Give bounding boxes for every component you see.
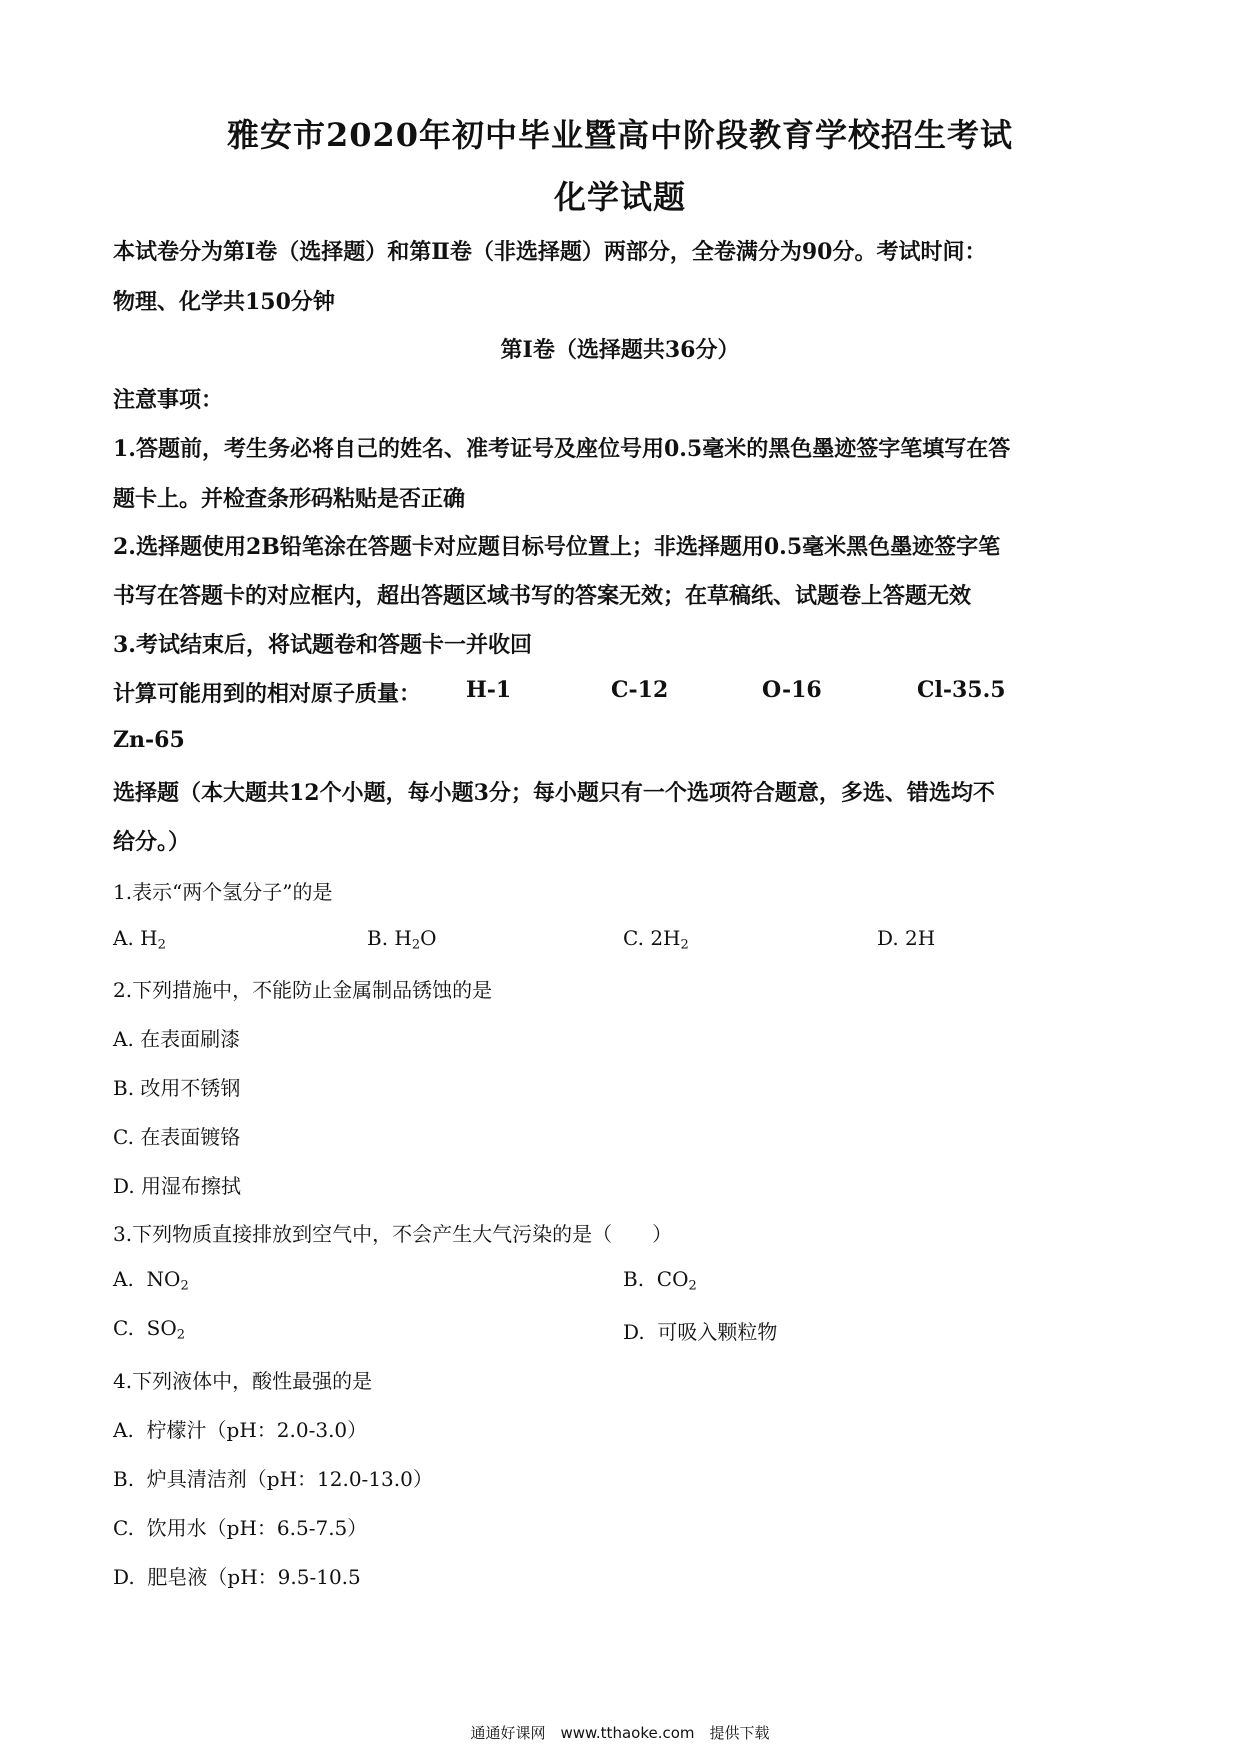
atomic-mass-value: Cl-35.5 [917, 677, 1006, 703]
atomic-mass-label: 计算可能用到的相对原子质量： [113, 681, 422, 707]
notice-heading: 注意事项： [113, 387, 224, 413]
notice-item: 题卡上。并检查条形码粘贴是否正确 [113, 486, 466, 512]
question-option: A. 在表面刷漆 [113, 1027, 241, 1051]
question-option: C. 饮用水（pH：6.5-7.5） [113, 1516, 368, 1540]
notice-item: 书写在答题卡的对应框内，超出答题区域书写的答案无效；在草稿纸、试题卷上答题无效 [113, 583, 972, 609]
intro-line-1: 本试卷分为第Ⅰ卷（选择题）和第Ⅱ卷（非选择题）两部分，全卷满分为90分。考试时间： [113, 239, 987, 265]
notice-item: 1.答题前，考生务必将自己的姓名、准考证号及座位号用0.5毫米的黑色墨迹签字笔填写在答 [113, 436, 1011, 462]
notice-item: 2.选择题使用2B铅笔涂在答题卡对应题目标号位置上；非选择题用0.5毫米黑色墨迹签字笔 [113, 534, 1001, 560]
question-option: A. $H_2$ [113, 926, 166, 953]
atomic-mass-value: H-1 [466, 677, 512, 703]
question-option: D. 肥皂液（pH：9.5-10.5 [113, 1565, 361, 1589]
question-stem: 1.表示“两个氢分子”的是 [113, 880, 333, 904]
question-option: C. $2H_2$ [623, 926, 689, 953]
question-option: B. 炉具清洁剂（pH：12.0-13.0） [113, 1467, 433, 1491]
question-option: C. 在表面镀铬 [113, 1125, 241, 1149]
atomic-mass-value: O-16 [762, 677, 822, 703]
question-option: B. $CO_2$ [623, 1267, 697, 1294]
mc-instructions: 选择题（本大题共12个小题，每小题3分；每小题只有一个选项符合题意，多选、错选均不 [113, 780, 995, 806]
question-stem: 2.下列措施中，不能防止金属制品锈蚀的是 [113, 978, 493, 1002]
atomic-mass-value: Zn-65 [113, 727, 185, 753]
question-option: C. $SO_2$ [113, 1316, 186, 1343]
question-stem: 4.下列液体中，酸性最强的是 [113, 1369, 373, 1393]
section-title: 第Ⅰ卷（选择题共36分） [500, 337, 740, 363]
notice-item: 3.考试结束后，将试题卷和答题卡一并收回 [113, 632, 532, 658]
footer-watermark: 通通好课网 www.tthaoke.com 提供下载 [470, 1724, 770, 1742]
intro-line-2: 物理、化学共150分钟 [113, 289, 335, 315]
question-option: B. $H_2O$ [367, 926, 437, 953]
question-option: B. 改用不锈钢 [113, 1076, 241, 1100]
question-option: D. 用湿布擦拭 [113, 1174, 242, 1198]
question-stem: 3.下列物质直接排放到空气中，不会产生大气污染的是（ ） [113, 1222, 673, 1246]
atomic-mass-value: C-12 [611, 677, 669, 703]
exam-subtitle: 化学试题 [553, 178, 686, 216]
question-option: A. 柠檬汁（pH：2.0-3.0） [113, 1418, 368, 1442]
mc-instructions: 给分。） [113, 829, 191, 855]
exam-title: 雅安市2020年初中毕业暨高中阶段教育学校招生考试 [226, 116, 1014, 154]
question-option: A. $NO_2$ [113, 1267, 189, 1294]
question-option: D. 可吸入颗粒物 [623, 1320, 778, 1344]
question-option: D. 2H [877, 926, 936, 950]
